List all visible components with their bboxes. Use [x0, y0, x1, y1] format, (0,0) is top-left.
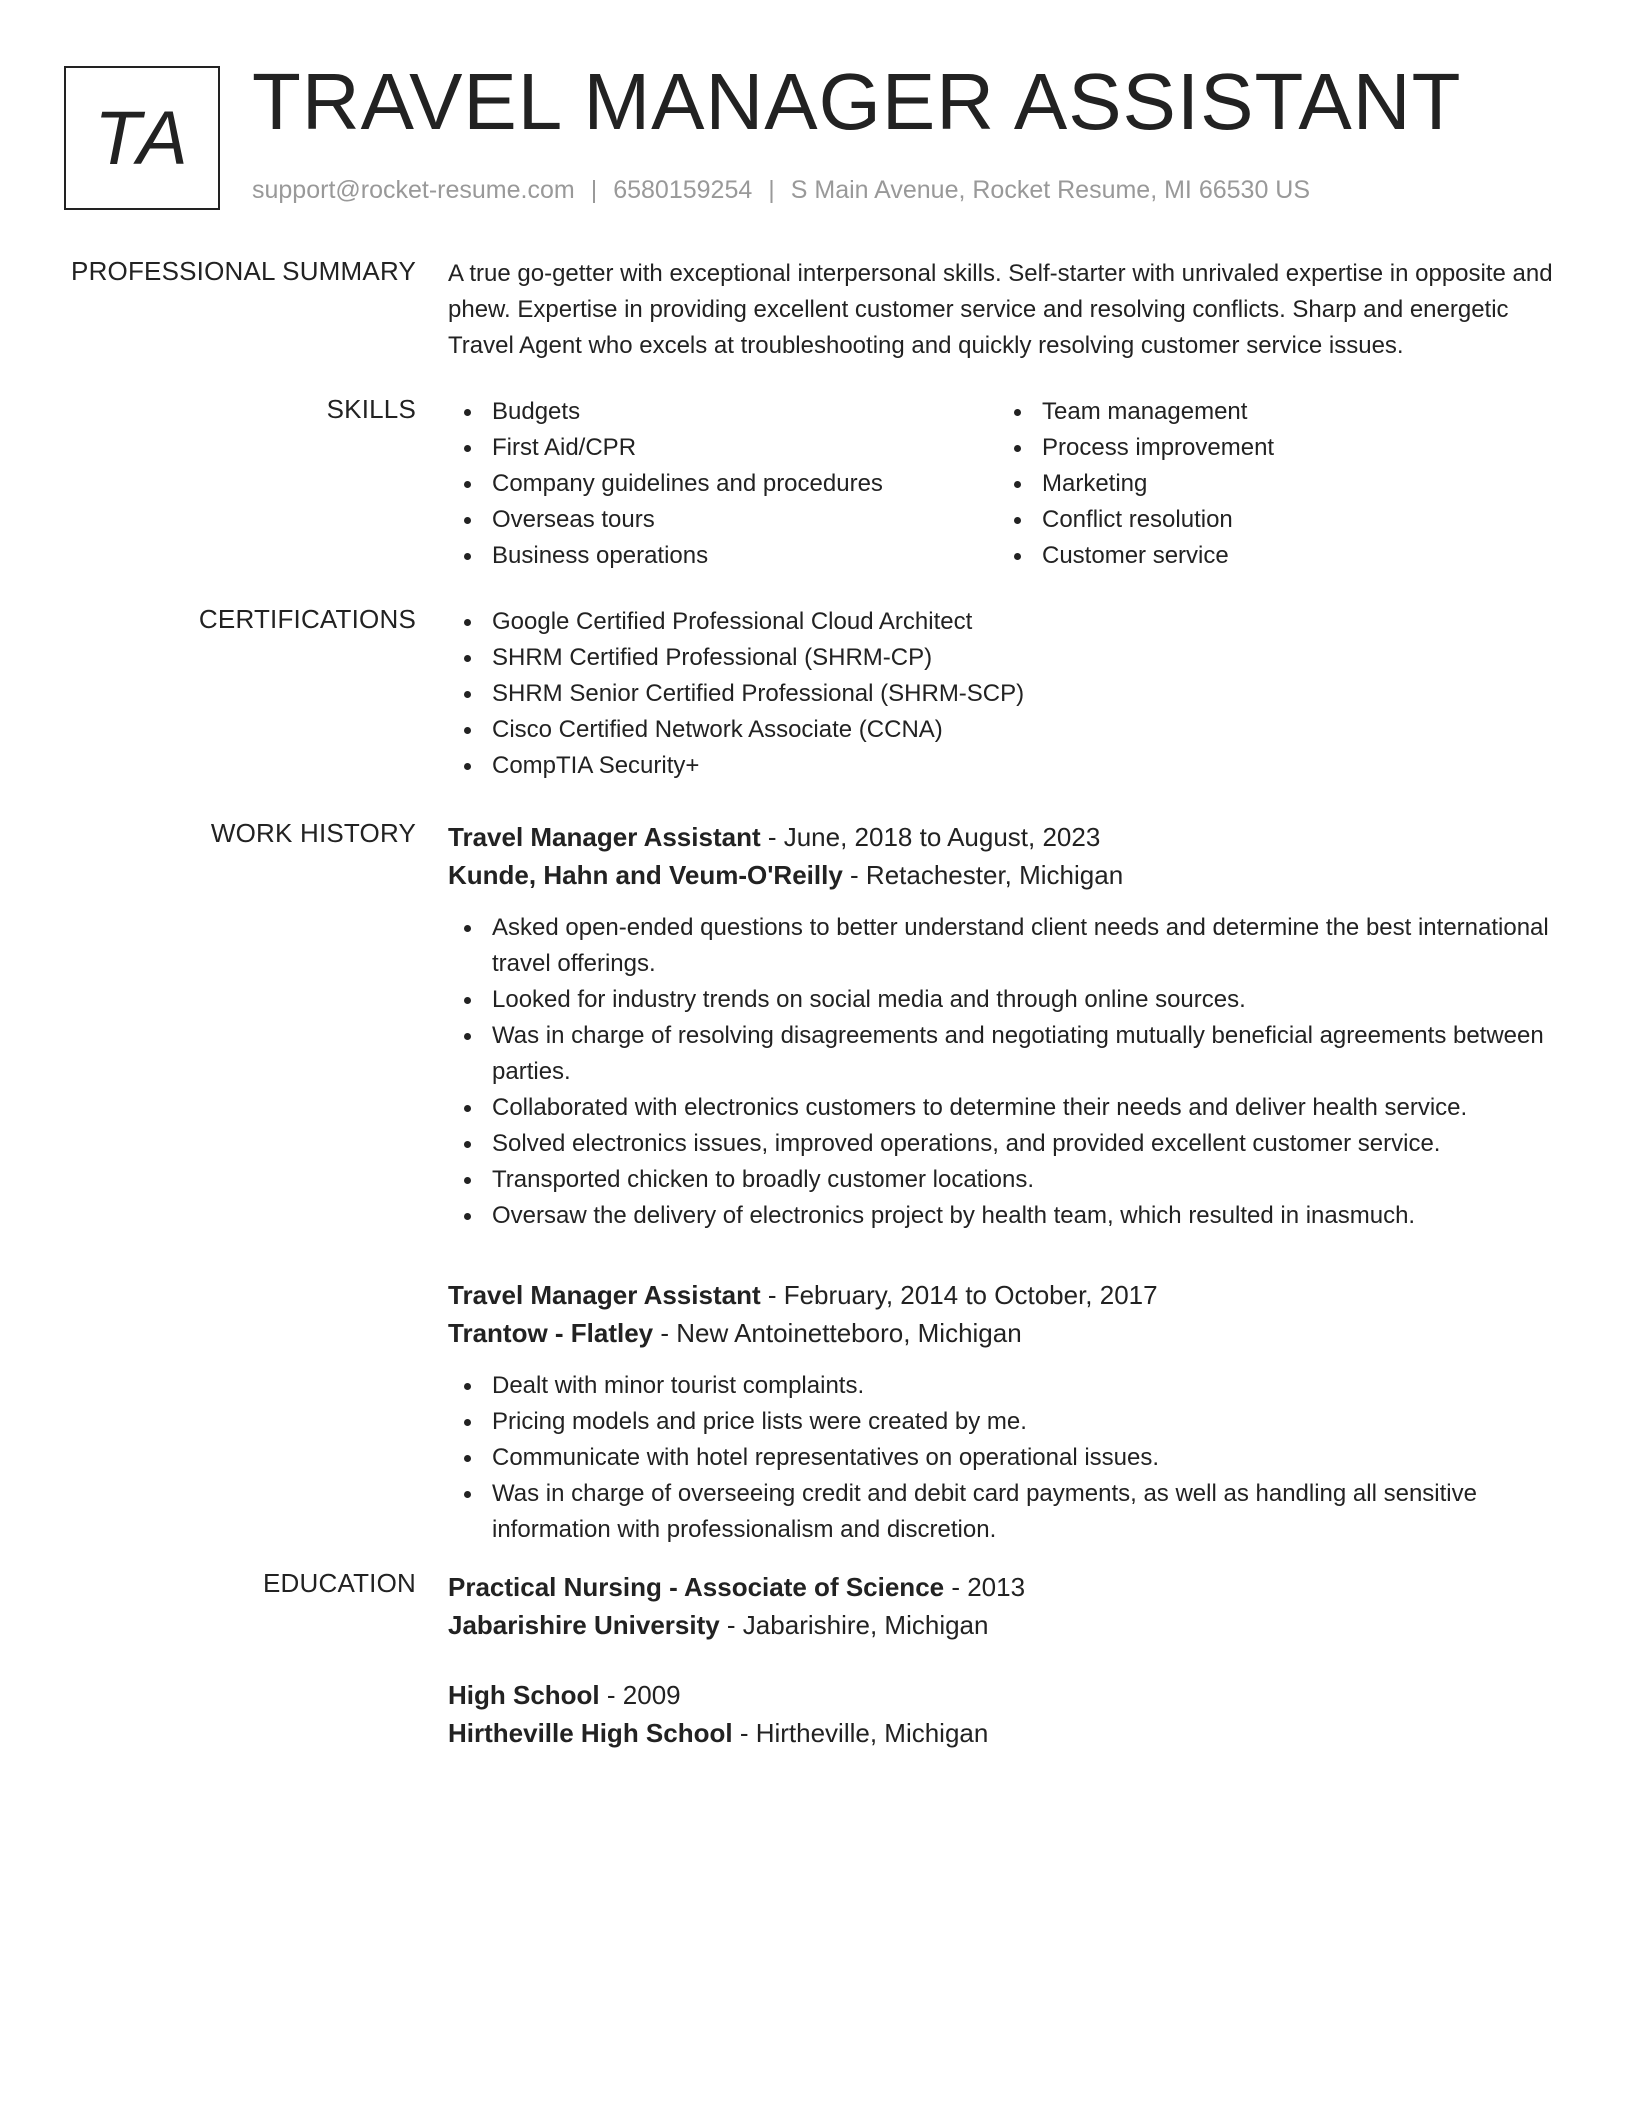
job-bullets: [448, 1368, 1568, 1548]
job-dates: - February, 2014 to October, 2017: [760, 1280, 1158, 1310]
section-label-summary: PROFESSIONAL SUMMARY: [71, 256, 416, 286]
section-label-skills: SKILLS: [326, 394, 416, 424]
contact-address: S Main Avenue, Rocket Resume, MI 66530 US: [790, 176, 1311, 204]
education-school-line: [448, 1714, 1568, 1752]
job-bullet: Transported chicken to broadly customer locations.: [448, 1162, 1568, 1198]
certification-item: Cisco Certified Network Associate (CCNA): [448, 712, 1568, 748]
skill-item: Company guidelines and procedures: [448, 466, 998, 502]
contact-separator: |: [590, 176, 598, 204]
job-company: Trantow - Flatley: [448, 1318, 654, 1348]
education-year: - 2009: [599, 1680, 681, 1710]
section-label-work: WORK HISTORY: [210, 818, 416, 848]
job-entry: [448, 1276, 1568, 1548]
certification-item: CompTIA Security+: [448, 748, 1568, 784]
job-title: Travel Manager Assistant: [448, 1280, 761, 1310]
summary-text: A true go-getter with exceptional interpersonal skills. Self-starter with unrivaled expertise in opposite and phew. Expertise in providing excellent customer service and resolving conflicts. Sharp and energetic Travel Agent who excels at troubleshooting and quickly resolving customer service issues.: [448, 260, 1553, 359]
job-company: Kunde, Hahn and Veum-O'Reilly: [448, 860, 843, 890]
skill-item: Overseas tours: [448, 502, 998, 538]
monogram-initials: TA: [94, 95, 190, 181]
education-degree: Practical Nursing - Associate of Science: [448, 1572, 945, 1602]
job-bullet: Oversaw the delivery of electronics project by health team, which resulted in inasmuch.: [448, 1198, 1568, 1234]
education-school-line: [448, 1606, 1568, 1644]
job-title-line: [448, 1276, 1568, 1314]
education-year: - 2013: [944, 1572, 1026, 1602]
education-entry: [448, 1676, 1568, 1752]
job-location: - Retachester, Michigan: [842, 860, 1124, 890]
education-location: - Hirtheville, Michigan: [732, 1718, 989, 1748]
certification-item: SHRM Senior Certified Professional (SHRM-SCP): [448, 676, 1568, 712]
contact-email: support@rocket-resume.com: [252, 176, 575, 204]
skill-item: Marketing: [998, 466, 1548, 502]
education-school: Hirtheville High School: [448, 1718, 733, 1748]
job-bullet: Dealt with minor tourist complaints.: [448, 1368, 1568, 1404]
section-label-education: EDUCATION: [263, 1568, 416, 1598]
job-bullet: Collaborated with electronics customers to determine their needs and deliver health service.: [448, 1090, 1568, 1126]
job-entry: [448, 818, 1568, 1234]
job-bullets: [448, 910, 1568, 1234]
skill-item: Conflict resolution: [998, 502, 1548, 538]
job-title-line: [448, 818, 1568, 856]
certification-item: Google Certified Professional Cloud Architect: [448, 604, 1568, 640]
skills-body: [448, 394, 1568, 574]
skill-item: Customer service: [998, 538, 1548, 574]
summary-body: [448, 256, 1568, 364]
education-entry: [448, 1568, 1568, 1644]
certifications-list: [448, 604, 1568, 784]
job-bullet: Solved electronics issues, improved operations, and provided excellent customer service.: [448, 1126, 1568, 1162]
job-location: - New Antoinetteboro, Michigan: [653, 1318, 1022, 1348]
job-bullet: Was in charge of resolving disagreements and negotiating mutually beneficial agreements between parties.: [448, 1018, 1568, 1090]
education-degree-line: [448, 1568, 1568, 1606]
job-bullet: Communicate with hotel representatives on operational issues.: [448, 1440, 1568, 1476]
job-company-line: [448, 1314, 1568, 1352]
education-location: - Jabarishire, Michigan: [719, 1610, 989, 1640]
skills-list-right: [998, 394, 1548, 574]
job-company-line: [448, 856, 1568, 894]
job-bullet: Looked for industry trends on social media and through online sources.: [448, 982, 1568, 1018]
skills-list-left: [448, 394, 998, 574]
education-school: Jabarishire University: [448, 1610, 720, 1640]
skill-item: Team management: [998, 394, 1548, 430]
contact-line: [252, 176, 1310, 205]
job-title: Travel Manager Assistant: [448, 822, 761, 852]
work-body: [448, 818, 1568, 1548]
job-bullet: Asked open-ended questions to better understand client needs and determine the best international travel offerings.: [448, 910, 1568, 982]
resume-name: TRAVEL MANAGER ASSISTANT: [252, 57, 1462, 146]
monogram-box: [64, 66, 220, 210]
education-degree-line: [448, 1676, 1568, 1714]
education-degree: High School: [448, 1680, 600, 1710]
skill-item: Budgets: [448, 394, 998, 430]
education-body: [448, 1568, 1568, 1752]
section-label-certifications: CERTIFICATIONS: [198, 604, 416, 634]
skill-item: First Aid/CPR: [448, 430, 998, 466]
skill-item: Business operations: [448, 538, 998, 574]
job-dates: - June, 2018 to August, 2023: [760, 822, 1101, 852]
contact-separator: |: [768, 176, 775, 204]
job-bullet: Pricing models and price lists were created by me.: [448, 1404, 1568, 1440]
certifications-body: [448, 604, 1568, 784]
skill-item: Process improvement: [998, 430, 1548, 466]
contact-phone: 6580159254: [613, 176, 753, 204]
job-bullet: Was in charge of overseeing credit and debit card payments, as well as handling all sensitive information with professionalism and discretion.: [448, 1476, 1568, 1548]
certification-item: SHRM Certified Professional (SHRM-CP): [448, 640, 1568, 676]
